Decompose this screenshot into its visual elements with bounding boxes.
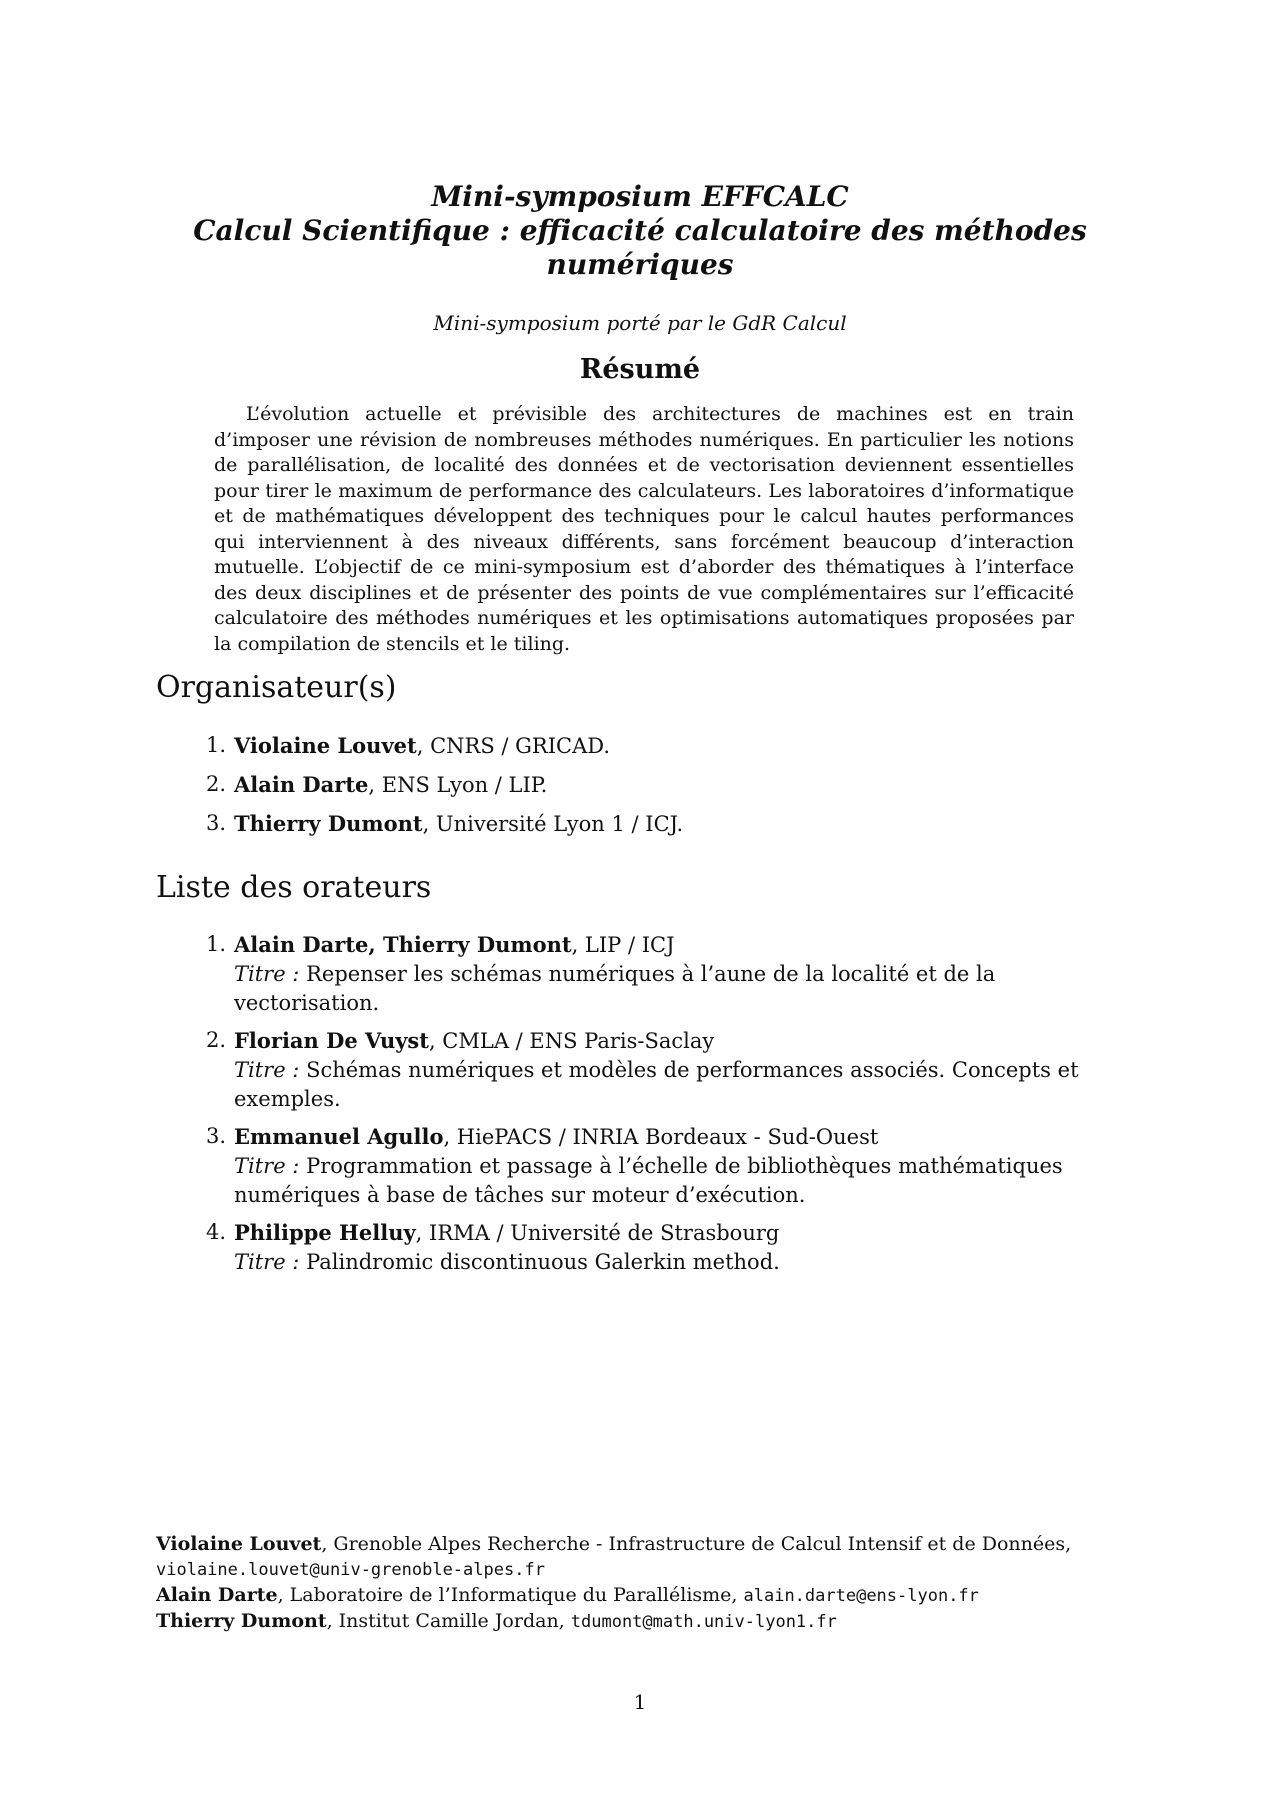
speaker-name: Florian De Vuyst xyxy=(234,1028,429,1053)
speaker-name: Philippe Helluy xyxy=(234,1220,416,1245)
orateurs-heading: Liste des orateurs xyxy=(156,870,432,905)
organisateurs-list xyxy=(156,732,1136,849)
talk-title: Repenser les schémas numériques à l’aune de la localité et de la vectorisation. xyxy=(234,962,996,1015)
titre-label: Titre : xyxy=(234,962,300,986)
resume-text: L’évolution actuelle et prévisible des architectures de machines est en train d’imposer une révision de nombreuses méthodes numériques. En particulier les notions de parallélisation, de localité des données et de vectorisation deviennent essentielles pour tirer le maximum de performance des calculateurs. Les laboratoires d’informatique et de mathématiques développent des techniques pour le calcul hautes performances qui interviennent à des niveaux différents, sans forcément beaucoup d’interaction mutuelle. L’objectif de ce mini-symposium est d’aborder des thématiques à l’interface des deux disciplines et de présenter des points de vue complémentaires sur l’efficacité calculatoire des méthodes numériques et les optimisations automatiques proposées par la compilation de stencils et le tiling. xyxy=(214,403,1074,655)
titre-label: Titre : xyxy=(234,1154,300,1178)
item-number: 3. xyxy=(205,811,226,835)
contact-name: Thierry Dumont xyxy=(156,1610,327,1632)
talk-title: Palindromic discontinuous Galerkin method. xyxy=(306,1250,780,1274)
speaker-name: Alain Darte, Thierry Dumont xyxy=(234,932,572,957)
contact-entry xyxy=(156,1609,1126,1635)
contact-entry xyxy=(156,1532,1126,1583)
organizer-name: Violaine Louvet xyxy=(234,733,417,758)
resume-heading: Résumé xyxy=(579,354,701,385)
speaker-affiliation: , CMLA / ENS Paris-Saclay xyxy=(428,1029,715,1053)
contact-affiliation: , Grenoble Alpes Recherche - Infrastructure de Calcul Intensif et de Données, xyxy=(321,1533,1072,1555)
contact-footer xyxy=(156,1532,1126,1635)
contact-name: Violaine Louvet xyxy=(156,1533,322,1555)
contact-name: Alain Darte xyxy=(156,1584,278,1606)
contact-email[interactable]: alain.darte@ens-lyon.fr xyxy=(743,1586,979,1606)
titre-label: Titre : xyxy=(234,1058,300,1082)
page-number: 1 xyxy=(633,1690,647,1714)
contact-email[interactable]: violaine.louvet@univ-grenoble-alpes.fr xyxy=(156,1560,545,1580)
orateurs-list xyxy=(156,930,1136,1285)
organizer-affiliation: , CNRS / GRICAD. xyxy=(416,734,611,758)
organizer-name: Alain Darte xyxy=(234,772,369,797)
item-number: 2. xyxy=(205,772,226,796)
talk-title: Programmation et passage à l’échelle de bibliothèques mathématiques numériques à base de tâches sur moteur d’exécution. xyxy=(234,1154,1063,1207)
speaker-affiliation: , HiePACS / INRIA Bordeaux - Sud-Ouest xyxy=(443,1125,879,1149)
organizer-affiliation: , ENS Lyon / LIP. xyxy=(368,773,548,797)
organisateurs-heading: Organisateur(s) xyxy=(156,670,397,705)
subtitle: Mini-symposium porté par le GdR Calcul xyxy=(433,311,847,335)
list-item xyxy=(156,810,1136,838)
item-number: 2. xyxy=(205,1028,226,1052)
speaker-affiliation: , IRMA / Université de Strasbourg xyxy=(415,1221,780,1245)
titre-label: Titre : xyxy=(234,1250,300,1274)
contact-affiliation: , Institut Camille Jordan, xyxy=(326,1610,571,1632)
contact-email[interactable]: tdumont@math.univ-lyon1.fr xyxy=(570,1612,837,1632)
organizer-affiliation: , Université Lyon 1 / ICJ. xyxy=(422,812,684,836)
item-number: 1. xyxy=(205,932,226,956)
list-item xyxy=(156,930,1136,1018)
talk-title: Schémas numériques et modèles de performances associés. Concepts et exemples. xyxy=(234,1058,1079,1111)
speaker-affiliation: , LIP / ICJ xyxy=(571,933,675,957)
list-item xyxy=(156,1218,1136,1277)
contact-entry xyxy=(156,1583,1126,1609)
speaker-name: Emmanuel Agullo xyxy=(234,1124,444,1149)
title-line-1: Mini-symposium EFFCALC xyxy=(431,180,849,213)
title-line-2: Calcul Scientifique : efficacité calculatoire des méthodes xyxy=(193,214,1087,247)
contact-affiliation: , Laboratoire de l’Informatique du Parallélisme, xyxy=(277,1584,744,1606)
title-block xyxy=(190,180,1090,393)
list-item xyxy=(156,1122,1136,1210)
list-item xyxy=(156,1026,1136,1114)
item-number: 3. xyxy=(205,1124,226,1148)
title-line-3: numériques xyxy=(546,248,734,281)
list-item xyxy=(156,771,1136,799)
organizer-name: Thierry Dumont xyxy=(234,811,423,836)
list-item xyxy=(156,732,1136,760)
item-number: 1. xyxy=(205,733,226,757)
item-number: 4. xyxy=(205,1220,226,1244)
